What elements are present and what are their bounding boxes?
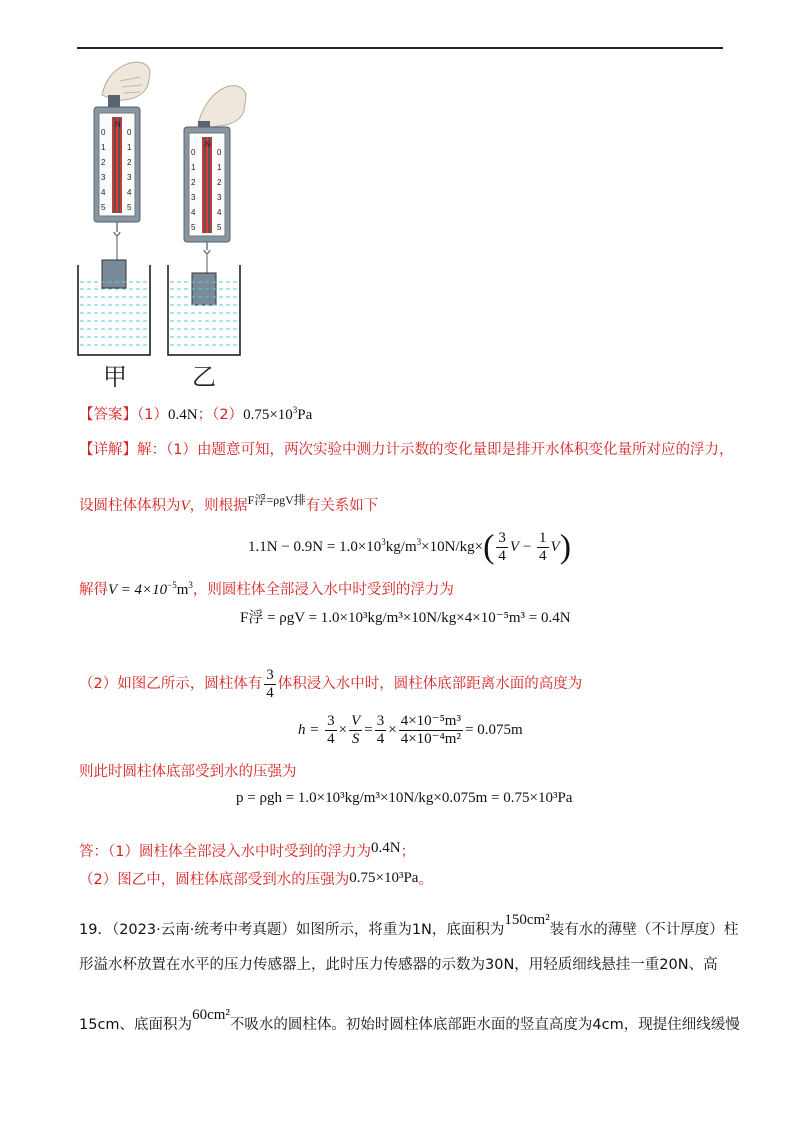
q19-line-1: 19．（2023·云南·统考中考真题）如图所示，将重为1N，底面积为150cm²装有水的薄壁（不计厚度）柱 <box>79 912 739 938</box>
spring-scale-left <box>94 95 140 288</box>
svg-text:2: 2 <box>127 158 132 167</box>
figure-label-jia: 甲 <box>103 363 127 391</box>
answer-value-2: $0.75\times 10^3Pa$ <box>243 405 313 423</box>
svg-text:2: 2 <box>101 158 106 167</box>
hand-icon-right <box>198 86 246 127</box>
svg-text:0: 0 <box>127 128 132 137</box>
svg-text:4: 4 <box>191 208 196 217</box>
svg-text:0: 0 <box>101 128 106 137</box>
svg-text:4: 4 <box>217 208 222 217</box>
explain-line-3: 解得$V = 4\times 10^{-5}m^3$，则圆柱体全部浸入水中时受到的浮力为 <box>79 580 454 598</box>
svg-text:1: 1 <box>127 143 132 152</box>
svg-text:3: 3 <box>101 173 106 182</box>
svg-text:5: 5 <box>127 203 132 212</box>
svg-text:1: 1 <box>217 163 222 172</box>
explain-line-2: 设圆柱体体积为V，则根据$^{F浮=\rho gV排}$有关系如下 <box>79 493 379 514</box>
answer-summary-2: （2）图乙中，圆柱体底部受到水的压强为0.75×10³Pa。 <box>79 870 433 888</box>
figure-label-yi: 乙 <box>192 363 216 391</box>
svg-text:3: 3 <box>191 193 196 202</box>
equation-4: p = ρgh = 1.0×10³kg/m³×10N/kg×0.075m = 0.75×10³Pa <box>236 790 573 806</box>
explain-line-4: （2）如图乙所示，圆柱体有 $\frac{3}{4}$ 体积浸入水中时，圆柱体底部距离水面的高度为 <box>79 666 583 701</box>
svg-text:5: 5 <box>101 203 106 212</box>
q19-line-3: 15cm、底面积为60cm²不吸水的圆柱体。初始时圆柱体底部距水面的竖直高度为4cm，现提住细线缓慢 <box>79 1007 740 1033</box>
svg-text:1: 1 <box>191 163 196 172</box>
answer-value-1: 0.4N <box>167 407 198 423</box>
answer-tag: 【答案】 <box>79 407 137 423</box>
svg-text:0: 0 <box>217 148 222 157</box>
answer-summary-1: 答：（1）圆柱体全部浸入水中时受到的浮力为0.4N； <box>79 840 416 860</box>
svg-text:5: 5 <box>191 223 196 232</box>
svg-text:2: 2 <box>217 178 222 187</box>
svg-text:5: 5 <box>217 223 222 232</box>
svg-text:4: 4 <box>101 188 106 197</box>
scale-unit-right: N <box>205 140 211 149</box>
svg-text:1: 1 <box>101 143 106 152</box>
equation-3: h = $\frac{3}{4}$ × $\frac{V}{S}$ = $\frac{3}{4}$ × $\frac{\text{4×10⁻⁵m³}}{\text{4×10⁻⁴m²}}$ = 0.075m <box>298 713 523 748</box>
figure-svg <box>60 55 260 395</box>
answer-line: 【答案】（1）0.4N；$(2)0.75\times 10^3Pa$ <box>79 405 313 423</box>
explain-line-5: 则此时圆柱体底部受到水的压强为 <box>79 764 297 780</box>
explain-tag: 【详解】 <box>79 442 137 458</box>
spring-scale-right <box>184 121 230 305</box>
header-rule <box>77 47 723 49</box>
svg-text:3: 3 <box>217 193 222 202</box>
svg-text:3: 3 <box>127 173 132 182</box>
svg-text:4: 4 <box>127 188 132 197</box>
buoyancy-formula: F浮=ρgV排 <box>247 493 306 507</box>
equation-1: $1.1N - 0.9N = 1.0\times 10^3kg/m^3\times 10N/kg\times$( $\frac{3}{4}$ V − $\frac{1}{4}$ V) <box>248 528 572 566</box>
scale-unit-left: N <box>115 120 121 129</box>
equation-2: F浮 = ρgV = 1.0×10³kg/m³×10N/kg×4×10⁻⁵m³ = 0.4N <box>240 610 571 626</box>
q19-line-2: 形溢水杯放置在水平的压力传感器上，此时压力传感器的示数为30N，用轻质细线悬挂一重20N、高 <box>79 957 718 973</box>
svg-text:2: 2 <box>191 178 196 187</box>
spring-scale-figure <box>60 55 260 395</box>
svg-text:0: 0 <box>191 148 196 157</box>
explain-line-1: 【详解】解：（1）由题意可知，两次实验中测力计示数的变化量即是排开水体积变化量所对应的浮力， <box>79 442 734 458</box>
